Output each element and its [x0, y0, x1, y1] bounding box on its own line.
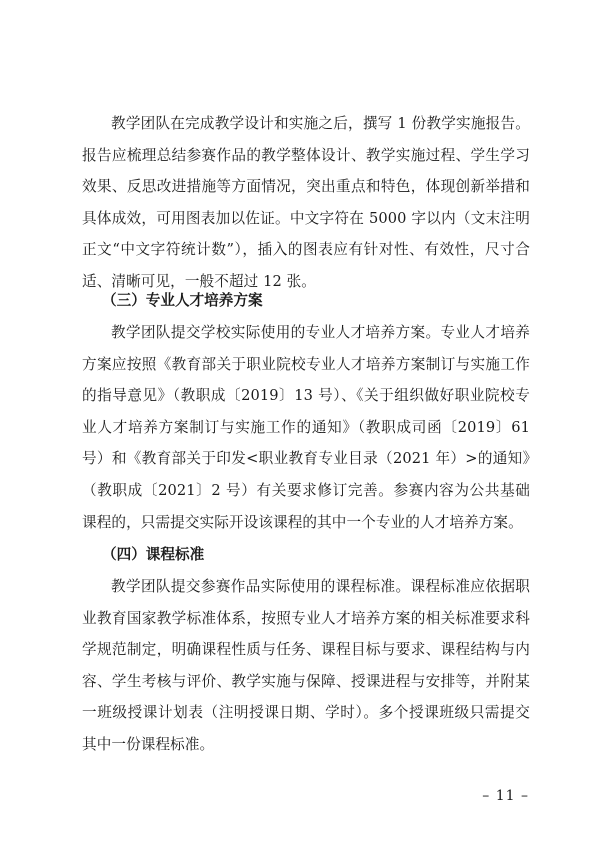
paragraph-talent-plan: 教学团队提交学校实际使用的专业人才培养方案。专业人才培养方案应按照《教育部关于职业院校专业人才培养方案制订与实施工作的指导意见》（教职成〔2019〕13 号）、《关于组织做好职业院校专业人才培养方案制订与实施工作的通知》（教职成司函〔2019〕61 号）和《教育部关于印发<职业教育专业目录（2021 年）>的通知》（教职成〔2021〕2 号）有关要求修订完善。参赛内容为公共基础课程的，只需提交实际开设该课程的其中一个专业的人才培养方案。: [82, 324, 530, 531]
paragraph-course-standard: 教学团队提交参赛作品实际使用的课程标准。课程标准应依据职业教育国家教学标准体系，按照专业人才培养方案的相关标准要求科学规范制定，明确课程性质与任务、课程目标与要求、课程结构与内容、学生考核与评价、教学实施与保障、授课进程与安排等，并附某一班级授课计划表（注明授课日期、学时）。多个授课班级只需提交其中一份课程标准。: [82, 578, 530, 753]
page-number: – 11 –: [482, 788, 529, 804]
section-heading-talent-plan: （三）专业人才培养方案: [102, 292, 263, 309]
section-heading-course-standard: （四）课程标准: [102, 546, 205, 563]
paragraph-teaching-report: 教学团队在完成教学设计和实施之后，撰写 1 份教学实施报告。报告应梳理总结参赛作品的教学整体设计、教学实施过程、学生学习效果、反思改进措施等方面情况，突出重点和特色，体现创新举措和具体成效，可用图表加以佐证。中文字符在 5000 字以内（文末注明正文“中文字符统计数”），插入的图表应有针对性、有效性，尺寸合适、清晰可见，一般不超过 12 张。: [82, 115, 530, 290]
